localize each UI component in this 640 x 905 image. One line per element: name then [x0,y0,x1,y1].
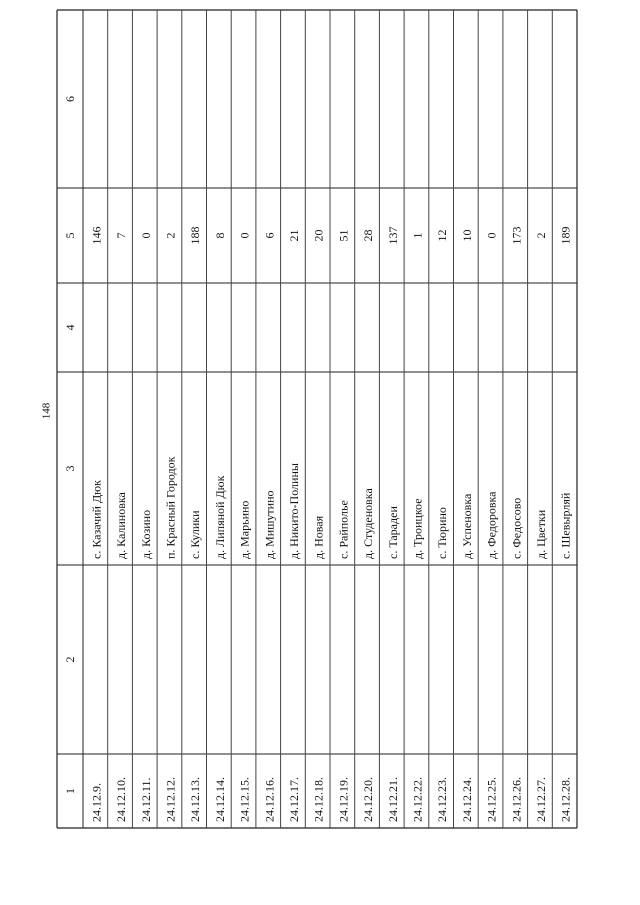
row-number: 24.12.12. [163,777,178,822]
column-header: 5 [63,232,77,239]
place-name: с. Кулики [188,510,203,559]
place-name: д. Цветки [533,509,548,559]
place-name: с. Казачий Дюк [89,480,104,559]
row-value: 28 [361,229,376,242]
row-number: 24.12.24. [459,777,474,822]
place-name: д. Успеновка [459,493,474,559]
place-name: с. Шевырляй [558,492,573,559]
row-value: 188 [188,226,203,245]
row-number: 24.12.17. [286,777,301,822]
row-number: 24.12.20. [361,777,376,822]
row-number: 24.12.13. [188,777,203,822]
row-number: 24.12.23. [435,777,450,822]
place-name: п. Красный Городок [163,456,178,559]
row-value: 12 [435,229,450,242]
row-value: 2 [533,232,548,239]
column-header: 3 [63,465,77,472]
column-header: 6 [63,96,77,102]
place-name: д. Калиновка [114,492,129,559]
row-number: 24.12.22. [410,777,425,822]
column-header: 2 [63,656,77,663]
row-value: 0 [484,232,499,239]
place-name: д. Мишутино [262,490,277,559]
row-value: 51 [336,229,351,242]
row-number: 24.12.21. [385,777,400,822]
row-value: 10 [459,229,474,242]
place-name: с. Федосово [509,497,524,559]
row-value: 189 [558,226,573,245]
row-value: 137 [385,226,400,245]
row-value: 1 [410,232,425,239]
row-number: 24.12.18. [311,777,326,822]
place-name: д. Троицкое [410,498,425,559]
row-number: 24.12.16. [262,777,277,822]
row-value: 2 [163,232,178,239]
row-number: 24.12.14. [212,777,227,822]
row-value: 21 [286,229,301,242]
place-name: д. Новая [311,515,326,559]
place-name: д. Марьино [237,500,252,559]
row-number: 24.12.9. [89,783,104,822]
place-name: д. Студеновка [361,488,376,559]
place-name: с. Райполье [336,500,351,559]
place-name: с. Тарадеи [385,506,400,559]
place-name: д. Липяной Дюк [212,475,227,559]
place-name: д. Никито-Полины [286,463,301,559]
row-value: 146 [89,226,104,245]
row-value: 173 [509,226,524,245]
row-value: 20 [311,229,326,242]
column-header: 4 [63,324,77,331]
row-number: 24.12.19. [336,777,351,822]
row-number: 24.12.11. [138,777,153,822]
place-name: с. Тюрино [435,507,450,559]
row-number: 24.12.10. [114,777,129,822]
row-number: 24.12.26. [509,777,524,822]
place-name: д. Федоровка [484,491,499,559]
row-value: 7 [114,232,129,239]
row-number: 24.12.28. [558,777,573,822]
row-value: 8 [212,232,227,239]
row-value: 0 [138,232,153,239]
row-value: 0 [237,232,252,239]
column-header: 1 [63,788,77,794]
row-number: 24.12.27. [533,777,548,822]
page-number: 148 [40,402,53,420]
row-number: 24.12.25. [484,777,499,822]
place-name: д. Козино [138,509,153,559]
row-value: 6 [262,232,277,239]
row-number: 24.12.15. [237,777,252,822]
